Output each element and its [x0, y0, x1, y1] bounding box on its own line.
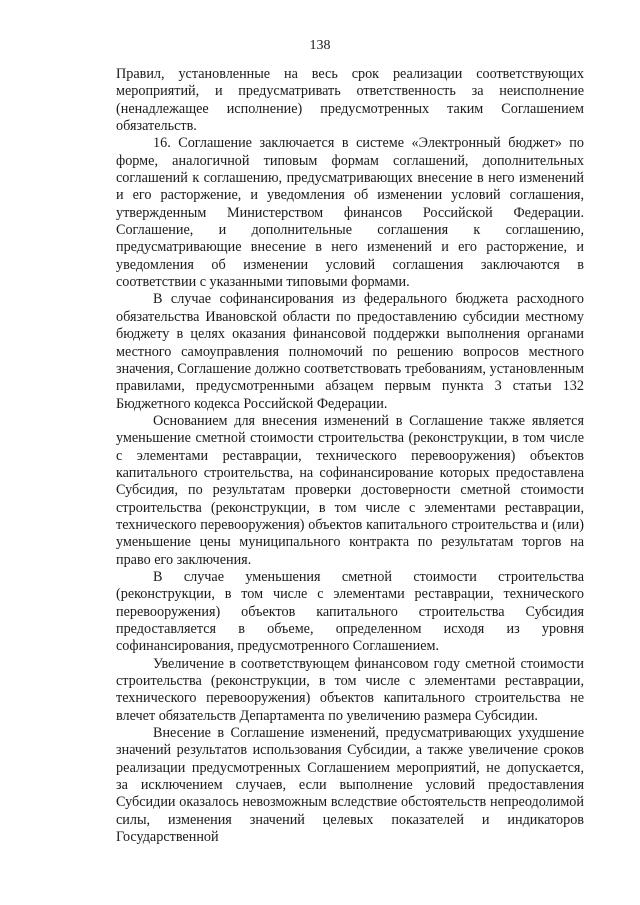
paragraph-7: Внесение в Соглашение изменений, предусматривающих ухудшение значений результатов использования Субсидии, а также увеличение сроков реализации предусмотренных Соглашением мероприятий, не допускается, за исключением случаев, если выполнение условий предоставления Субсидии оказалось невозможным вследствие обстоятельств непреодолимой силы, изменения значений целевых показателей и индикаторов Государственной: [116, 725, 584, 846]
page-number: 138: [309, 38, 331, 53]
paragraph-2: 16. Соглашение заключается в системе «Электронный бюджет» по форме, аналогичной типовым формам соглашений, дополнительных соглашений к соглашению, предусматривающих внесение в него изменений и его расторжение, и уведомления об изменении условий соглашения, утвержденным Министерством финансов Российской Федерации. Соглашение, и дополнительные соглашения к соглашению, предусматривающие внесение в него изменений и его расторжение, и уведомления об изменении условий соглашения заключаются в соответствии с указанными типовыми формами.: [116, 135, 584, 291]
paragraph-5: В случае уменьшения сметной стоимости строительства (реконструкции, в том числе с элементами реставрации, технического перевооружения) объектов капитального строительства Субсидия предоставляется в объеме, определенном исходя из уровня софинансирования, предусмотренного Соглашением.: [116, 568, 584, 655]
paragraph-3: В случае софинансирования из федерального бюджета расходного обязательства Ивановской области по предоставлению субсидии местному бюджету в целях оказания финансовой поддержки выполнения органами местного самоуправления полномочий по решению вопросов местного значения, Соглашение должно соответствовать требованиям, установленным правилами, предусмотренными абзацем первым пункта 3 статьи 132 Бюджетного кодекса Российской Федерации.: [116, 291, 584, 412]
document-body: [116, 66, 584, 846]
paragraph-1: Правил, установленные на весь срок реализации соответствующих мероприятий, и предусматривать ответственность за неисполнение (ненадлежащее исполнение) предусмотренных таким Соглашением обязательств.: [116, 66, 584, 135]
paragraph-6: Увеличение в соответствующем финансовом году сметной стоимости строительства (реконструкции, в том числе с элементами реставрации, технического перевооружения) объектов капитального строительства не влечет обязательств Департамента по увеличению размера Субсидии.: [116, 655, 584, 724]
paragraph-4: Основанием для внесения изменений в Соглашение также является уменьшение сметной стоимости строительства (реконструкции, в том числе с элементами реставрации, технического перевооружения) объектов капитального строительства, на софинансирование которых предоставлена Субсидия, по результатам проверки достоверности сметной стоимости строительства (реконструкции, в том числе с элементами реставрации, технического перевооружения) объектов капитального строительства и (или) уменьшение цены муниципального контракта по результатам торгов на право его заключения.: [116, 412, 584, 568]
